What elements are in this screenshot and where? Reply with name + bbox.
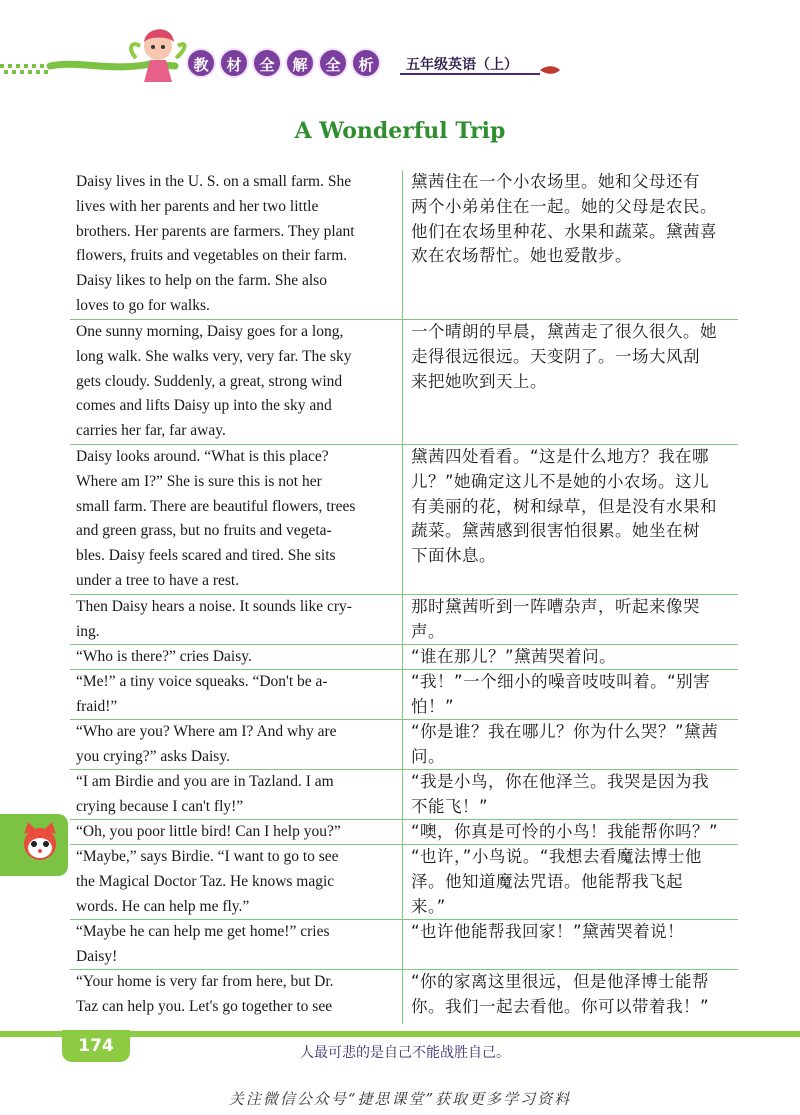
table-row (70, 970, 738, 1024)
table-row (70, 645, 738, 670)
series-char: 全 (252, 48, 282, 78)
page-title: A Wonderful Trip (294, 118, 506, 144)
table-row (70, 595, 738, 645)
english-text: “Maybe he can help me get home!” cries Daisy! (76, 923, 330, 965)
chinese-text: 黛茜四处看看。“这是什么地方？我在哪 儿？”她确定这儿不是她的小农场。这儿 有美丽的花，树和绿草，但是没有水果和 蔬菜。黛茜感到很害怕很累。她坐在树 下面休息。 (411, 447, 717, 566)
table-row (70, 820, 738, 845)
chinese-text: 黛茜住在一个小农场里。她和父母还有 两个小弟弟住在一起。她的父母是农民。 他们在农场里种花、水果和蔬菜。黛茜喜 欢在农场帮忙。她也爱散步。 (411, 172, 717, 266)
chinese-text: “噢，你真是可怜的小鸟！我能帮你吗？” (411, 822, 719, 841)
series-char: 解 (285, 48, 315, 78)
fairy-mascot-icon (131, 29, 185, 82)
bilingual-table (70, 170, 738, 1024)
header-decoration (0, 0, 800, 105)
page-number: 174 (62, 1030, 130, 1062)
table-row (70, 720, 738, 770)
series-char: 材 (219, 48, 249, 78)
footer-motto: 人最可悲的是自己不能战胜自己。 (300, 1045, 510, 1061)
english-text: “Who are you? Where am I? And why are you crying?” asks Daisy. (76, 723, 337, 765)
english-text: One sunny morning, Daisy goes for a long, long walk. She walks very, very far. The sky gets cloudy. Suddenly, a great, strong wind comes and lifts Daisy up into the sky and carries her far, far away. (76, 323, 352, 440)
series-char: 教 (186, 48, 216, 78)
series-char: 全 (318, 48, 348, 78)
series-title (186, 48, 381, 78)
series-char: 析 (351, 48, 381, 78)
english-text: “Me!” a tiny voice squeaks. “Don't be a- fraid!” (76, 673, 328, 715)
grade-label: 五年级英语（上） (406, 57, 518, 73)
chinese-text: “也许，”小鸟说。“我想去看魔法博士他 泽。他知道魔法咒语。他能帮我飞起 来。” (411, 847, 702, 916)
chinese-text: “我！”一个细小的噪音吱吱叫着。“别害 怕！” (411, 672, 711, 716)
table-row (70, 670, 738, 720)
chinese-text: “你是谁？我在哪儿？你为什么哭？”黛茜 问。 (411, 722, 719, 766)
english-text: “Oh, you poor little bird! Can I help you?” (76, 823, 341, 840)
chinese-text: 那时黛茜听到一阵嘈杂声，听起来像哭 声。 (411, 597, 700, 641)
chinese-text: “你的家离这里很远，但是他泽博士能帮 你。我们一起去看他。你可以带着我！” (411, 972, 710, 1016)
table-row (70, 170, 738, 320)
english-text: Daisy looks around. “What is this place? Where am I?” She is sure this is not her small farm. There are beautiful flowers, trees and green grass, but no fruits and vegeta- bles. Daisy feels scared and tired. She sits under a tree to have a rest. (76, 448, 356, 589)
english-text: “Your home is very far from here, but Dr. Taz can help you. Let's go together to see (76, 973, 334, 1015)
chinese-text: “也许他能帮我回家！”黛茜哭着说！ (411, 922, 685, 941)
column-divider (402, 170, 403, 1024)
chinese-text: “我是小鸟，你在他泽兰。我哭是因为我 不能飞！” (411, 772, 710, 816)
chinese-text: 一个晴朗的早晨，黛茜走了很久很久。她 走得很远很远。天变阴了。一场大风刮 来把她吹到天上。 (411, 322, 717, 391)
cartoon-face-icon (20, 822, 60, 866)
english-text: “Maybe,” says Birdie. “I want to go to see the Magical Doctor Taz. He knows magic words. He can help me fly.” (76, 848, 339, 915)
chinese-text: “谁在那儿？”黛茜哭着问。 (411, 647, 617, 666)
page-header (0, 0, 800, 105)
table-row (70, 770, 738, 820)
table-row (70, 920, 738, 970)
table-row (70, 445, 738, 595)
english-text: Then Daisy hears a noise. It sounds like cry- ing. (76, 598, 352, 640)
english-text: “I am Birdie and you are in Tazland. I am crying because I can't fly!” (76, 773, 334, 815)
english-text: Daisy lives in the U. S. on a small farm. She lives with her parents and her two little brothers. Her parents are farmers. They plant flowers, fruits and vegetables on their farm. Daisy likes to help on the farm. She also loves to go for walks. (76, 173, 355, 314)
english-text: “Who is there?” cries Daisy. (76, 648, 252, 665)
table-row (70, 845, 738, 920)
table-row (70, 320, 738, 445)
footer-note: 关注微信公众号“捷思课堂”获取更多学习资料 (228, 1090, 572, 1108)
